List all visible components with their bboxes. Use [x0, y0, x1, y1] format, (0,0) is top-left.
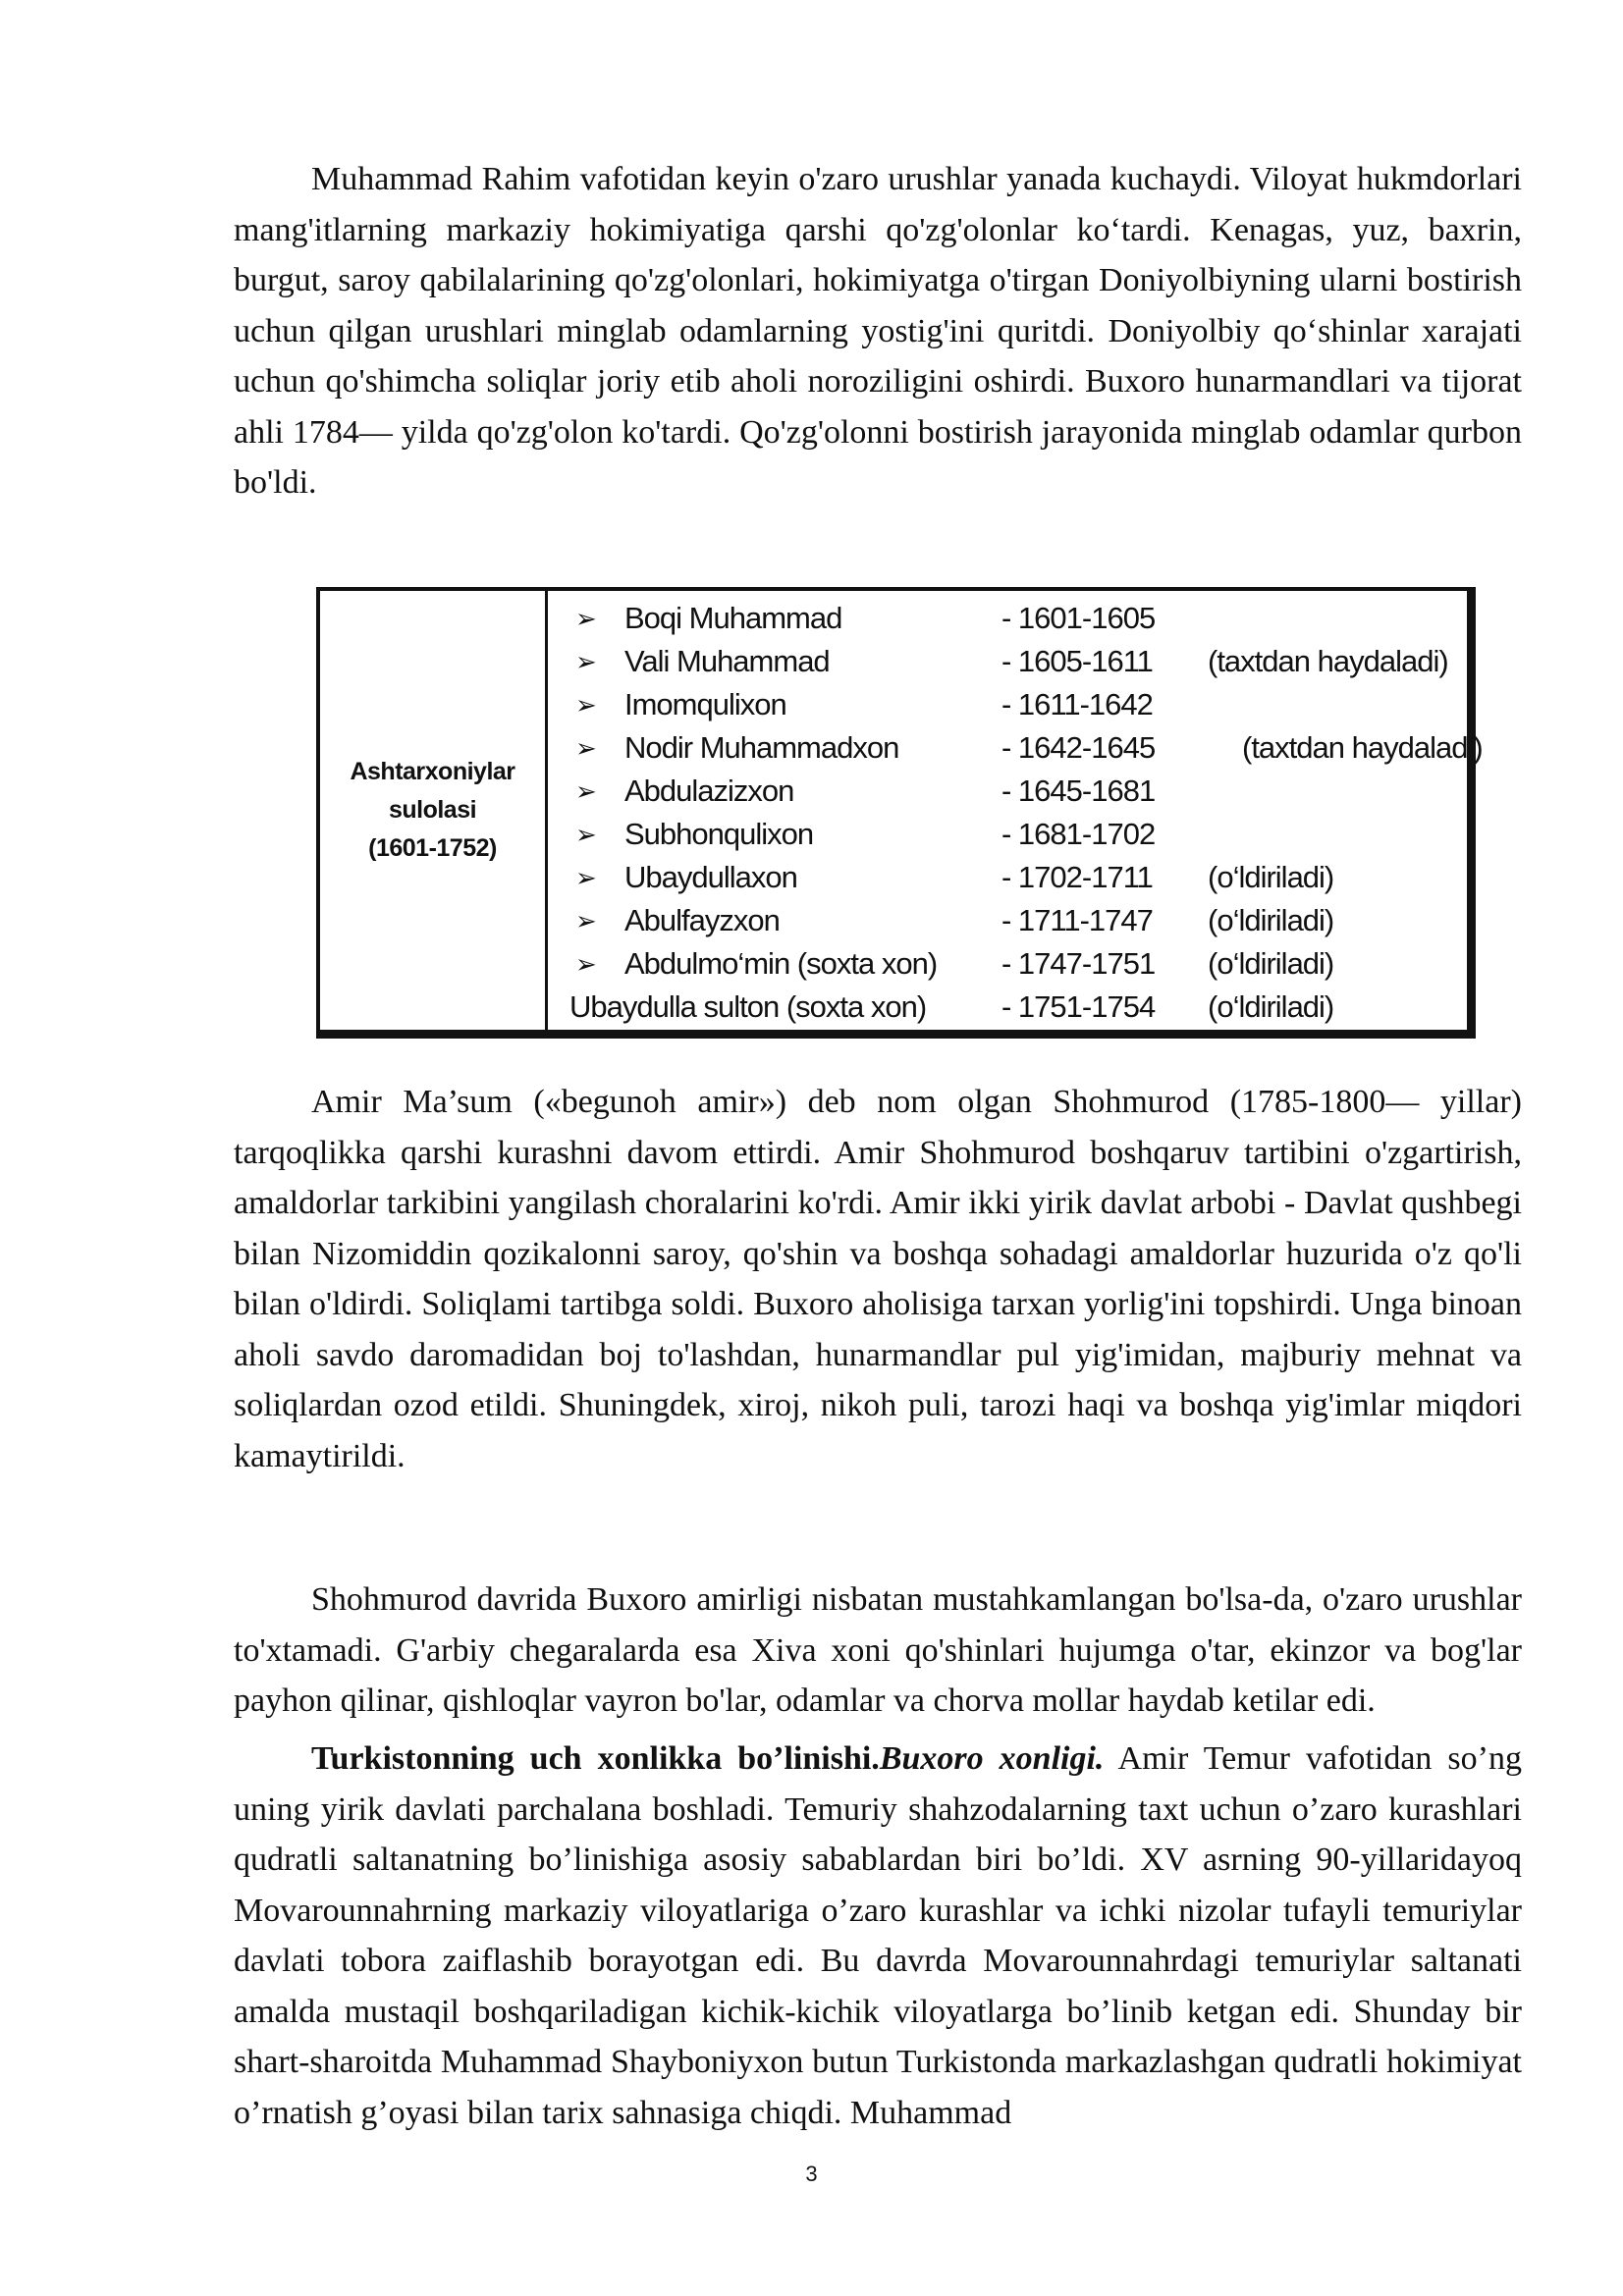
ashtarxoniylar-dynasty-table	[316, 587, 1483, 1039]
ruler-years: - 1702-1711	[1001, 860, 1153, 894]
ruler-note: (o‘ldiriladi)	[1208, 903, 1334, 937]
ruler-name: Vali Muhammad	[624, 644, 830, 678]
arrow-bullet-icon: ➢	[575, 776, 596, 806]
paragraph-shohmurod-davri	[234, 1575, 1522, 1727]
arrow-bullet-icon: ➢	[575, 820, 596, 849]
ruler-note: (o‘ldiriladi)	[1208, 860, 1334, 894]
ruler-years: - 1751-1754	[1001, 989, 1156, 1024]
paragraph-text	[234, 1734, 1522, 2138]
ruler-name: Nodir Muhammadxon	[624, 730, 899, 765]
page-number: 3	[805, 2162, 818, 2186]
paragraph-turkiston	[234, 1734, 1522, 2138]
paragraph-text: Shohmurod davrida Buxoro amirligi nisbatan mustahkamlangan bo'lsa-da, o'zaro urushlar to'xtamadi. G'arbiy chegaralarda esa Xiva xoni qo'shinlari hujumga o'tar, ekinzor va bog'lar payhon qilinar, qishloqlar vayron bo'lar, odamlar va chorva mollar haydab ketilar edi.	[234, 1581, 1522, 1719]
ruler-years: - 1601-1605	[1001, 601, 1156, 635]
paragraph-text: Amir Ma’sum («begunoh amir») deb nom olgan Shohmurod (1785-1800— yillar) tarqoqlikka qarshi kurashni davom ettirdi. Amir Shohmurod boshqaruv tartibini o'zgartirish, amaldorlar tarkibini yangilash choralarini ko'rdi. Amir ikki yirik davlat arbobi - Davlat qushbegi bilan Nizomiddin qozikalonni saroy, qo'shin va boshqa sohadagi amaldorlar huzurida o'z qo'li bilan o'ldirdi. Soliqlami tartibga soldi. Buxoro aholisiga tarxan yorlig'ini topshirdi. Unga binoan aholi savdo daromadidan boj to'lashdan, hunarmandlar pul yig'imidan, majburiy mehnat va soliqlardan ozod etildi. Shuningdek, xiroj, nikoh puli, tarozi haqi va boshqa yig'imlar miqdori kamaytirildi.	[234, 1084, 1522, 1474]
ruler-note: (o‘ldiriladi)	[1208, 989, 1334, 1024]
ruler-row	[569, 726, 1483, 770]
paragraph-text: Muhammad Rahim vafotidan keyin o'zaro urushlar yanada kuchaydi. Viloyat hukmdorlari mang'itlarning markaziy hokimiyatiga qarshi qo'zg'olonlar ko‘tardi. Kenagas, yuz, baxrin, burgut, saroy qabilalarining qo'zg'olonlari, hokimiyatga o'tirgan Doniyolbiyning ularni bostirish uchun qilgan urushlari minglab odamlarning yostig'ini quritdi. Doniyolbiy qo‘shinlar xarajati uchun qo'shimcha soliqlar joriy etib aholi noroziligini oshirdi. Buxoro hunarmandlari va tijorat ahli 1784— yilda qo'zg'olon ko'tardi. Qo'zg'olonni bostirish jarayonida minglab odamlar qurbon bo'ldi.	[234, 161, 1522, 501]
ruler-row	[569, 942, 1467, 986]
ruler-name: Ubaydulla sulton (soxta xon)	[569, 989, 927, 1024]
section-heading: Turkistonning uch xonlikka bo’linishi.	[311, 1740, 880, 1777]
ruler-row	[569, 770, 1467, 813]
ruler-row	[569, 640, 1467, 683]
ruler-row	[569, 597, 1467, 640]
paragraph-shohmurod	[234, 1077, 1522, 1481]
ruler-row	[569, 856, 1467, 899]
ruler-years: - 1605-1611	[1001, 644, 1153, 678]
ruler-years: - 1645-1681	[1001, 774, 1156, 808]
section-body: Amir Temur vafotidan so’ng uning yirik davlati parchalana boshladi. Temuriy shahzodalarning taxt uchun o’zaro kurashlari qudratli saltanatning bo’linishiga asosiy sabablardan biri bo’ldi. XV asrning 90-yillaridayoq Movarounnahrning markaziy viloyatlariga o’zaro kurashlar va ichki nizolar tufayli temuriylar davlati tobora zaiflashib borayotgan edi. Bu davrda Movarounnahrdagi temuriylar saltanati amalda mustaqil boshqariladigan kichik-kichik viloyatlarga bo’linib ketgan edi. Shunday bir shart-sharoitda Muhammad Shayboniyxon butun Turkistonda markazlashgan qudratli hokimiyat o’rnatish g’oyasi bilan tarix sahnasiga chiqdi. Muhammad	[234, 1740, 1522, 2131]
ruler-name: Imomqulixon	[624, 687, 786, 721]
dynasty-subtitle: sulolasi	[388, 796, 477, 824]
ruler-name: Subhonqulixon	[624, 817, 814, 851]
arrow-bullet-icon: ➢	[575, 949, 596, 979]
dynasty-title-cell	[320, 591, 548, 1030]
ruler-name: Boqi Muhammad	[624, 601, 842, 635]
arrow-bullet-icon: ➢	[575, 690, 596, 720]
ruler-row	[569, 683, 1467, 726]
ruler-years: - 1681-1702	[1001, 817, 1156, 851]
arrow-bullet-icon: ➢	[575, 604, 596, 633]
section-subheading: Buxoro xonligi.	[879, 1740, 1105, 1777]
ruler-row	[569, 986, 1467, 1029]
ruler-note: (taxtdan haydaladi)	[1208, 644, 1448, 678]
ruler-row	[569, 813, 1467, 856]
arrow-bullet-icon: ➢	[575, 863, 596, 892]
arrow-bullet-icon: ➢	[575, 733, 596, 763]
ruler-years: - 1611-1642	[1001, 687, 1153, 721]
ruler-name: Abulfayzxon	[624, 903, 780, 937]
ruler-name: Ubaydullaxon	[624, 860, 797, 894]
ruler-row	[569, 899, 1467, 942]
ruler-list	[569, 597, 1483, 1029]
ruler-years: - 1747-1751	[1001, 946, 1156, 981]
arrow-bullet-icon: ➢	[575, 647, 596, 676]
ruler-name: Abdulazizxon	[624, 774, 794, 808]
ruler-note: (taxtdan haydaladi)	[1242, 730, 1483, 765]
ruler-name: Abdulmo‘min (soxta xon)	[624, 946, 938, 981]
dynasty-title: Ashtarxoniylar	[350, 758, 515, 785]
ruler-years: - 1642-1645	[1001, 730, 1156, 765]
ruler-years: - 1711-1747	[1001, 903, 1153, 937]
paragraph-doniyolbiy	[234, 154, 1522, 508]
dynasty-period: (1601-1752)	[368, 834, 497, 862]
ruler-note: (o‘ldiriladi)	[1208, 946, 1334, 981]
arrow-bullet-icon: ➢	[575, 906, 596, 935]
